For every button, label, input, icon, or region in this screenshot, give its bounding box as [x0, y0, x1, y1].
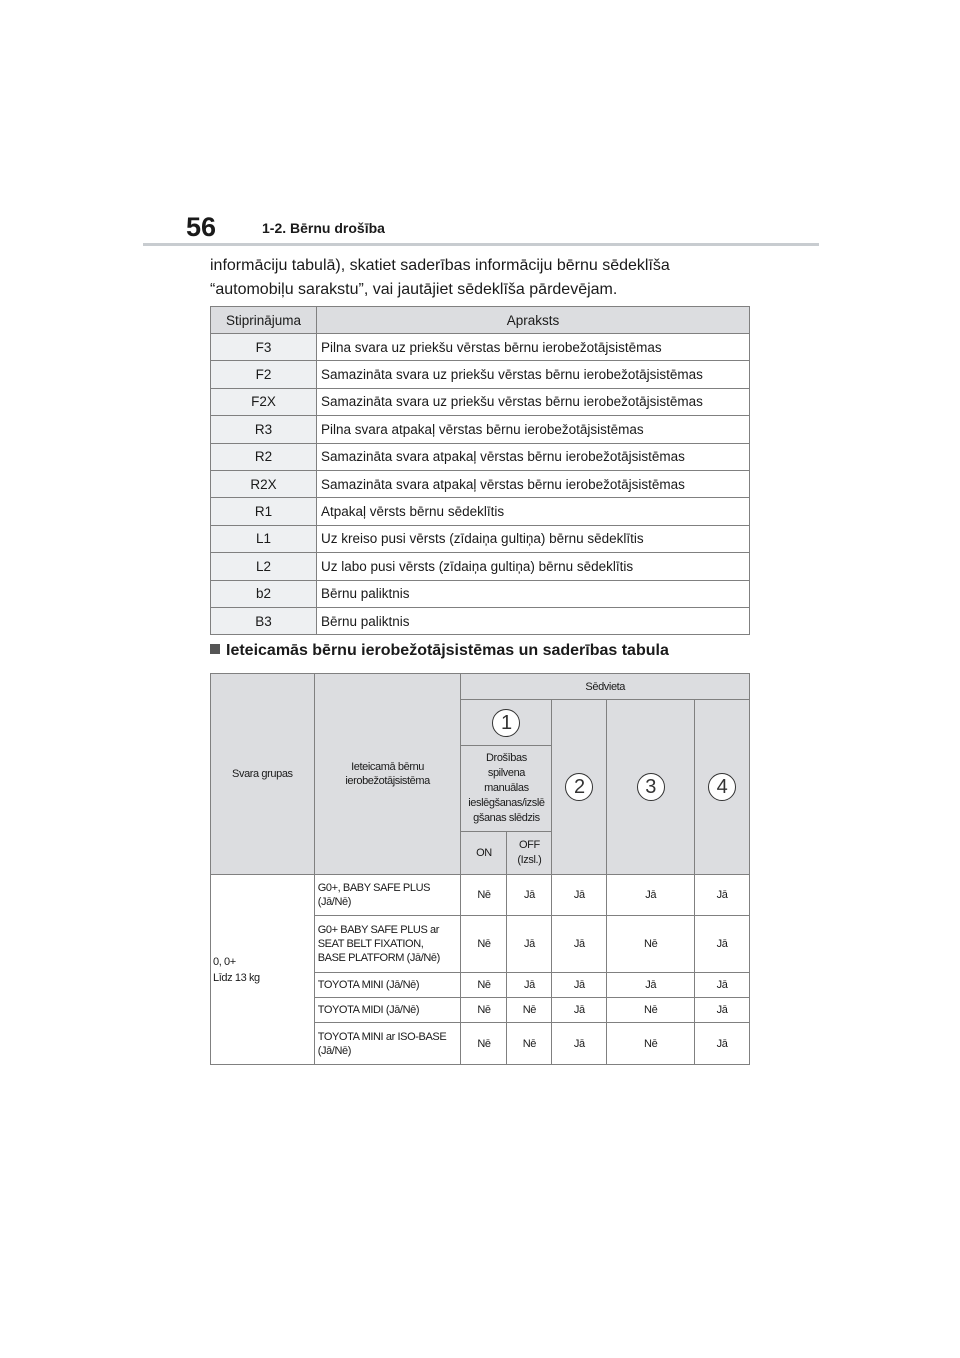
- airbag-switch-line: gšanas slēdzis: [473, 812, 540, 824]
- airbag-off-line: OFF: [519, 839, 540, 851]
- table-row: [211, 388, 750, 415]
- system-name: [314, 916, 461, 973]
- page-number: 56: [186, 212, 217, 242]
- intro-paragraph: [210, 254, 770, 302]
- fixture-code: L2: [211, 553, 317, 580]
- value-cell: Jā: [552, 916, 607, 973]
- value-cell: Jā: [552, 973, 607, 998]
- value-cell: Jā: [695, 875, 750, 916]
- fixture-description: Bērnu paliktnis: [317, 580, 750, 607]
- airbag-off-header: [507, 832, 552, 875]
- subheading: [210, 642, 669, 660]
- system-name-line: G0+, BABY SAFE PLUS: [317, 882, 431, 894]
- system-name-line: TOYOTA MINI (Jā/Nē): [317, 979, 420, 991]
- fixture-description: Bērnu paliktnis: [317, 607, 750, 634]
- table-row: [211, 875, 750, 916]
- fixture-code: F3: [211, 334, 317, 361]
- system-header: [314, 674, 461, 875]
- fixture-code: L1: [211, 525, 317, 552]
- value-cell: Nē: [461, 1023, 507, 1065]
- table-row: [211, 470, 750, 497]
- seat-2-icon: 2: [565, 773, 593, 801]
- seat-1-icon: 1: [492, 709, 520, 737]
- value-cell: Nē: [461, 875, 507, 916]
- value-cell: Jā: [695, 998, 750, 1023]
- fixture-description: Uz labo pusi vērsts (zīdaiņa gultiņa) bērnu sēdeklītis: [317, 553, 750, 580]
- value-cell: Jā: [552, 875, 607, 916]
- value-cell: Jā: [607, 973, 695, 998]
- seat-3-cell: [607, 700, 695, 875]
- fixture-code: F2: [211, 361, 317, 388]
- value-cell: Nē: [507, 1023, 552, 1065]
- value-cell: Nē: [607, 1023, 695, 1065]
- airbag-off-line: (Izsl.): [517, 854, 542, 866]
- fixture-code: F2X: [211, 388, 317, 415]
- value-cell: Jā: [695, 973, 750, 998]
- seat-4-icon: 4: [708, 773, 736, 801]
- table-row: [211, 416, 750, 443]
- fixture-code: R1: [211, 498, 317, 525]
- fixture-code: R3: [211, 416, 317, 443]
- fixture-code: R2: [211, 443, 317, 470]
- section-title: 1-2. Bērnu drošība: [262, 220, 385, 236]
- airbag-on-header: ON: [461, 832, 507, 875]
- value-cell: Jā: [507, 875, 552, 916]
- table-row: [211, 525, 750, 552]
- intro-line: “automobiļu sarakstu”, vai jautājiet sēdeklīša pārdevējam.: [210, 281, 618, 298]
- airbag-switch-header: [461, 746, 552, 832]
- seat-4-cell: [695, 700, 750, 875]
- seat-2-cell: [552, 700, 607, 875]
- value-cell: Nē: [607, 916, 695, 973]
- value-cell: Jā: [507, 916, 552, 973]
- system-name: [314, 1023, 461, 1065]
- system-name-line: BASE PLATFORM (Jā/Nē): [317, 952, 440, 964]
- fixture-description: Samazināta svara atpakaļ vērstas bērnu ierobežotājsistēmas: [317, 443, 750, 470]
- value-cell: Nē: [461, 998, 507, 1023]
- fixture-description: Uz kreiso pusi vērsts (zīdaiņa gultiņa) bērnu sēdeklītis: [317, 525, 750, 552]
- airbag-switch-line: manuālas: [484, 782, 529, 794]
- subheading-text: Ieteicamās bērnu ierobežotājsistēmas un saderības tabula: [226, 642, 669, 659]
- value-cell: Nē: [461, 916, 507, 973]
- airbag-switch-line: spilvena: [487, 767, 526, 779]
- fixture-code: b2: [211, 580, 317, 607]
- system-name-line: (Jā/Nē): [317, 896, 351, 908]
- table-row: [211, 361, 750, 388]
- system-name-line: SEAT BELT FIXATION,: [317, 938, 424, 950]
- table-row: [211, 498, 750, 525]
- system-name-line: (Jā/Nē): [317, 1044, 351, 1057]
- table-row: [211, 607, 750, 634]
- system-name-line: TOYOTA MIDI (Jā/Nē): [317, 1004, 420, 1016]
- weight-group-line: Līdz 13 kg: [213, 971, 260, 984]
- system-header-line: Ieteicamā bērnu: [351, 761, 425, 773]
- value-cell: Jā: [607, 875, 695, 916]
- system-name: [314, 998, 461, 1023]
- fixture-description: Samazināta svara uz priekšu vērstas bērnu ierobežotājsistēmas: [317, 388, 750, 415]
- value-cell: Nē: [507, 998, 552, 1023]
- weight-group-cell: [211, 875, 315, 1065]
- value-cell: Nē: [461, 973, 507, 998]
- table-row: [211, 443, 750, 470]
- value-cell: Jā: [507, 973, 552, 998]
- fixture-description: Pilna svara atpakaļ vērstas bērnu ierobežotājsistēmas: [317, 416, 750, 443]
- seat-position-header: Sēdvieta: [461, 674, 750, 700]
- table-row: [211, 334, 750, 361]
- header-divider: [143, 243, 819, 246]
- bullet-square-icon: [210, 644, 220, 654]
- fixture-description: Samazināta svara uz priekšu vērstas bērnu ierobežotājsistēmas: [317, 361, 750, 388]
- system-name-line: TOYOTA MINI ar ISO-BASE: [317, 1030, 447, 1043]
- fixture-table: [210, 306, 750, 635]
- table-row: [211, 580, 750, 607]
- system-header-line: ierobežotājsistēma: [345, 775, 430, 787]
- value-cell: Jā: [695, 916, 750, 973]
- fixture-code: B3: [211, 607, 317, 634]
- weight-group-header: Svara grupas: [211, 674, 315, 875]
- value-cell: Jā: [552, 1023, 607, 1065]
- fixture-description: Pilna svara uz priekšu vērstas bērnu ierobežotājsistēmas: [317, 334, 750, 361]
- airbag-switch-line: Drošības: [486, 752, 527, 764]
- seat-1-cell: [461, 700, 552, 746]
- seat-3-icon: 3: [637, 773, 665, 801]
- fixture-description: Atpakaļ vērsts bērnu sēdeklītis: [317, 498, 750, 525]
- fixture-code: R2X: [211, 470, 317, 497]
- value-cell: Nē: [607, 998, 695, 1023]
- fixture-description: Samazināta svara atpakaļ vērstas bērnu ierobežotājsistēmas: [317, 470, 750, 497]
- value-cell: Jā: [552, 998, 607, 1023]
- weight-group-line: 0, 0+: [213, 955, 236, 968]
- airbag-switch-line: ieslēgšanas/izslē: [468, 797, 545, 809]
- system-name: [314, 875, 461, 916]
- column-header-fixture: Stiprinājuma: [211, 307, 317, 334]
- compatibility-table: [210, 673, 750, 1065]
- system-name-line: G0+ BABY SAFE PLUS ar: [317, 924, 440, 936]
- table-row: [211, 553, 750, 580]
- value-cell: Jā: [695, 1023, 750, 1065]
- system-name: [314, 973, 461, 998]
- intro-line: informāciju tabulā), skatiet saderības informāciju bērnu sēdeklīša: [210, 257, 670, 274]
- column-header-description: Apraksts: [317, 307, 750, 334]
